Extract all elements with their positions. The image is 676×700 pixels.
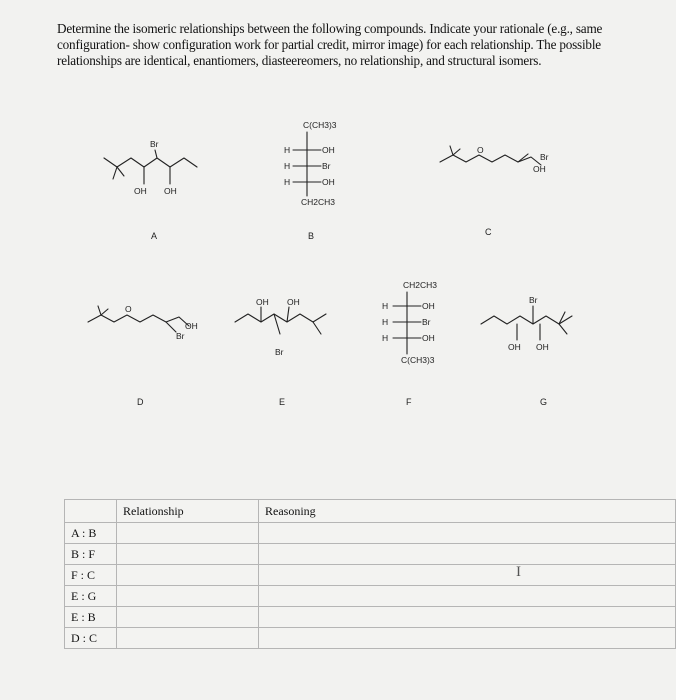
- answer-table-header: [65, 500, 676, 523]
- compound-d-label-br: Br: [176, 331, 185, 341]
- compound-a-label-oh1: OH: [134, 186, 147, 196]
- compound-c-label-oh: OH: [533, 164, 546, 174]
- compound-e-letter: E: [279, 397, 286, 407]
- pair-label: B : F: [65, 544, 117, 565]
- compound-d-label-o: O: [125, 304, 132, 314]
- compound-e-label-oh2: OH: [287, 297, 300, 307]
- relationship-cell[interactable]: [117, 523, 259, 544]
- header-reasoning: Reasoning: [259, 500, 676, 523]
- compound-f-row3: OH: [422, 333, 435, 343]
- reasoning-cell[interactable]: [259, 607, 676, 628]
- compound-f-h1: H: [382, 301, 389, 311]
- compound-d-label-oh: OH: [185, 321, 198, 331]
- compound-b-h1: H: [284, 145, 291, 155]
- compound-b-row2: Br: [322, 161, 331, 171]
- question-text: Determine the isomeric relationships between the following compounds. Indicate your rationale (e.g., same configuration- show configuration work for partial credit, mirror image) for each relationship. The possible relationships are identical, enantiomers, diasteereomers, no relationship, and structural isomers.: [57, 21, 603, 68]
- pair-label: E : B: [65, 607, 117, 628]
- pair-label: D : C: [65, 628, 117, 649]
- relationship-cell[interactable]: [117, 565, 259, 586]
- compound-f-h3: H: [382, 333, 389, 343]
- compound-b-row3: OH: [322, 177, 335, 187]
- compound-d-letter: D: [137, 397, 144, 407]
- reasoning-cell[interactable]: [259, 586, 676, 607]
- pair-label: A : B: [65, 523, 117, 544]
- compound-b-h3: H: [284, 177, 291, 187]
- reasoning-cell[interactable]: [259, 523, 676, 544]
- compound-c-letter: C: [485, 227, 492, 237]
- compound-f-row2: Br: [422, 317, 431, 327]
- compound-a-label-oh2: OH: [164, 186, 177, 196]
- compound-b-row1: OH: [322, 145, 335, 155]
- compound-c-label-br: Br: [540, 152, 549, 162]
- relationship-cell[interactable]: [117, 628, 259, 649]
- compound-e: [235, 297, 326, 407]
- table-row: [65, 628, 676, 649]
- table-row: [65, 586, 676, 607]
- table-row: [65, 565, 676, 586]
- compound-g-label-oh2: OH: [536, 342, 549, 352]
- compound-d: [88, 304, 198, 407]
- compound-b-top: C(CH3)3: [303, 120, 337, 130]
- compound-f-letter: F: [406, 397, 412, 407]
- compound-a: [104, 139, 197, 241]
- compound-f-top: CH2CH3: [403, 280, 438, 290]
- pair-label: E : G: [65, 586, 117, 607]
- reasoning-cell[interactable]: [259, 628, 676, 649]
- compound-e-label-br: Br: [275, 347, 284, 357]
- compound-e-label-oh1: OH: [256, 297, 269, 307]
- compound-c-label-o: O: [477, 145, 484, 155]
- header-relationship: Relationship: [117, 500, 259, 523]
- compound-c: [440, 145, 549, 237]
- compound-f-bottom: C(CH3)3: [401, 355, 435, 365]
- compound-a-label-br: Br: [150, 139, 159, 149]
- answer-table: [64, 499, 676, 649]
- pair-label: F : C: [65, 565, 117, 586]
- compound-b-bottom: CH2CH3: [301, 197, 336, 207]
- table-row: [65, 523, 676, 544]
- text-cursor-icon: I: [516, 564, 521, 580]
- header-pair: [65, 500, 117, 523]
- table-row: [65, 607, 676, 628]
- compound-a-letter: A: [151, 231, 158, 241]
- compound-f-h2: H: [382, 317, 389, 327]
- compound-g: [481, 295, 572, 407]
- compound-b-h2: H: [284, 161, 291, 171]
- relationship-cell[interactable]: [117, 607, 259, 628]
- compound-g-letter: G: [540, 397, 548, 407]
- reasoning-cell[interactable]: [259, 565, 676, 586]
- compound-g-label-br: Br: [529, 295, 538, 305]
- compound-g-label-oh1: OH: [508, 342, 521, 352]
- relationship-cell[interactable]: [117, 586, 259, 607]
- reasoning-cell[interactable]: [259, 544, 676, 565]
- compound-f: [382, 280, 437, 407]
- relationship-cell[interactable]: [117, 544, 259, 565]
- compound-b-letter: B: [308, 231, 315, 241]
- table-row: [65, 544, 676, 565]
- compound-b: [284, 120, 337, 241]
- compound-f-row1: OH: [422, 301, 435, 311]
